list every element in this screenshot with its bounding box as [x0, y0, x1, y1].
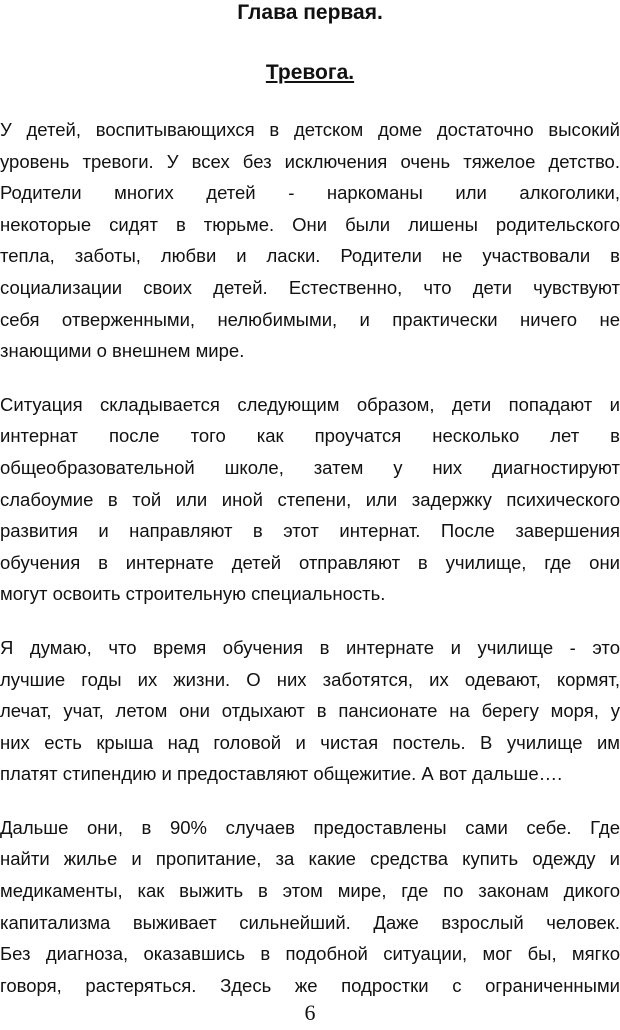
- chapter-title: Глава первая.: [237, 1, 383, 24]
- text-line: общеобразовательной школе, затем у них диагностируют: [0, 456, 620, 478]
- text-line: могут освоить строительную специальность.: [0, 583, 386, 605]
- text-line: некоторые сидят в тюрьме. Они были лишены родительского: [0, 213, 620, 235]
- paragraph: [0, 389, 620, 610]
- text-line: тепла, заботы, любви и ласки. Родители не участвовали в: [0, 245, 620, 267]
- text-line: Ситуация складывается следующим образом, дети попадают и: [0, 393, 620, 415]
- text-line: медикаменты, как выжить в этом мире, где по законам дикого: [0, 880, 620, 902]
- text-line: слабоумие в той или иной степени, или задержку психического: [0, 488, 620, 510]
- text-line: У детей, воспитывающихся в детском доме достаточно высокий: [0, 119, 620, 140]
- text-line: капитализма выживает сильнейший. Даже взрослый человек.: [0, 911, 620, 933]
- paragraph: [0, 114, 620, 367]
- text-line: уровень тревоги. У всех без исключения очень тяжелое детство.: [0, 150, 620, 172]
- text-line: лечат, учат, летом они отдыхают в пансионате на берегу моря, у: [0, 700, 620, 722]
- text-line: развития и направляют в этот интернат. После завершения: [0, 520, 620, 542]
- text-line: Дальше они, в 90% случаев предоставлены сами себе. Где: [0, 816, 620, 838]
- text-line: них есть крыша над головой и чистая постель. В училище им: [0, 731, 620, 753]
- text-line: Я думаю, что время обучения в интернате и училище - это: [0, 636, 620, 658]
- text-line: себя отверженными, нелюбимыми, и практически ничего не: [0, 308, 620, 330]
- text-line: Без диагноза, оказавшись в подобной ситуации, мог бы, мягко: [0, 943, 620, 965]
- text-line: обучения в интернате детей отправляют в училище, где они: [0, 551, 620, 573]
- paragraph: [0, 812, 620, 1002]
- text-line: платят стипендию и предоставляют общежитие. А вот дальше….: [0, 763, 563, 785]
- section-title: Тревога.: [265, 61, 355, 84]
- text-line: социализации своих детей. Естественно, что дети чувствуют: [0, 276, 620, 298]
- text-line: найти жилье и пропитание, за какие средства купить одежду и: [0, 848, 620, 870]
- text-line: интернат после того как проучатся несколько лет в: [0, 425, 620, 447]
- text-line: Родители многих детей - наркоманы или алкоголики,: [0, 182, 620, 204]
- page-number: 6: [304, 1000, 316, 1025]
- text-line: говоря, растеряться. Здесь же подростки с ограниченными: [0, 974, 620, 996]
- paragraph: [0, 632, 620, 790]
- body-text: [0, 114, 620, 1023]
- text-line: лучшие годы их жизни. О них заботятся, их одевают, кормят,: [0, 668, 620, 690]
- text-line: знающими о внешнем мире.: [0, 340, 245, 362]
